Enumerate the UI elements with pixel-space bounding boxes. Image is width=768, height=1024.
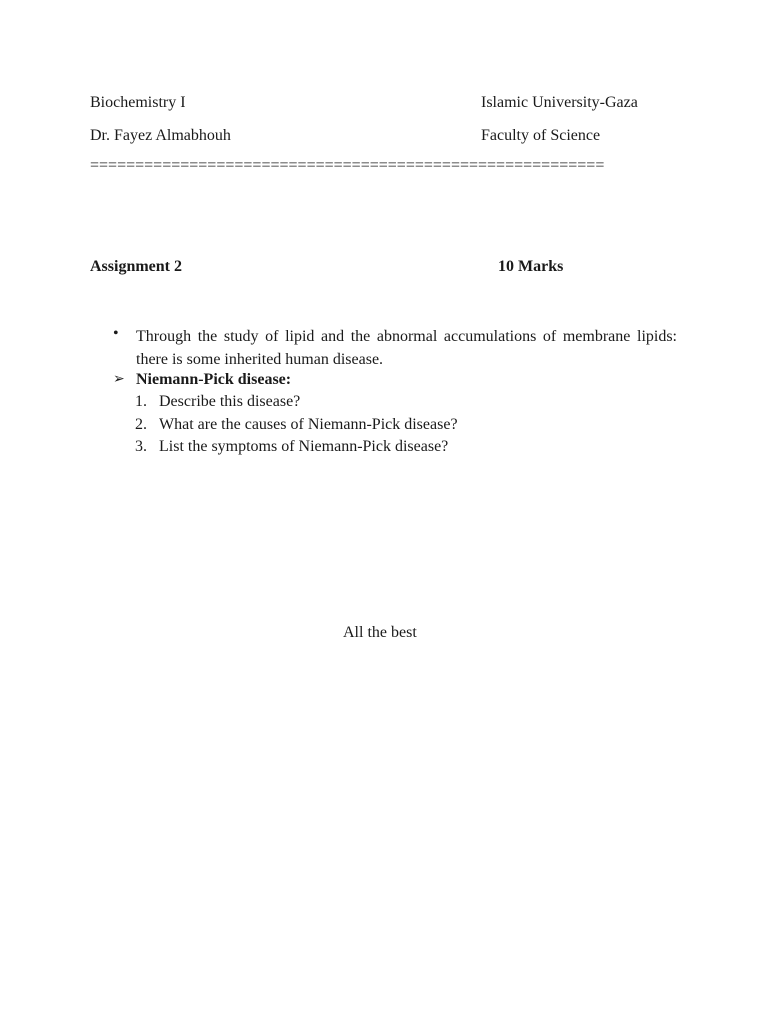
question-number: 1. (135, 393, 147, 410)
faculty-name: Faculty of Science (481, 127, 601, 144)
question-number: 2. (135, 416, 147, 433)
bullet-icon: • (113, 325, 119, 342)
course-name: Biochemistry I (90, 94, 186, 111)
university-name: Islamic University-Gaza (481, 94, 638, 111)
question-text: Describe this disease? (159, 393, 301, 410)
question-text: What are the causes of Niemann-Pick disease? (159, 416, 458, 433)
disease-heading: Niemann-Pick disease: (136, 371, 292, 388)
intro-paragraph: Through the study of lipid and the abnormal accumulations of membrane lipids: there is some inherited human disease. (136, 328, 677, 368)
instructor-name: Dr. Fayez Almabhouh (90, 127, 231, 144)
question-number: 3. (135, 438, 147, 455)
closing-remark: All the best (343, 624, 417, 641)
question-text: List the symptoms of Niemann-Pick disease? (159, 438, 449, 455)
assignment-marks: 10 Marks (498, 258, 564, 275)
assignment-title: Assignment 2 (90, 258, 183, 275)
header-divider: ========================================================= (90, 158, 605, 174)
arrow-bullet-icon: ➢ (113, 371, 125, 387)
